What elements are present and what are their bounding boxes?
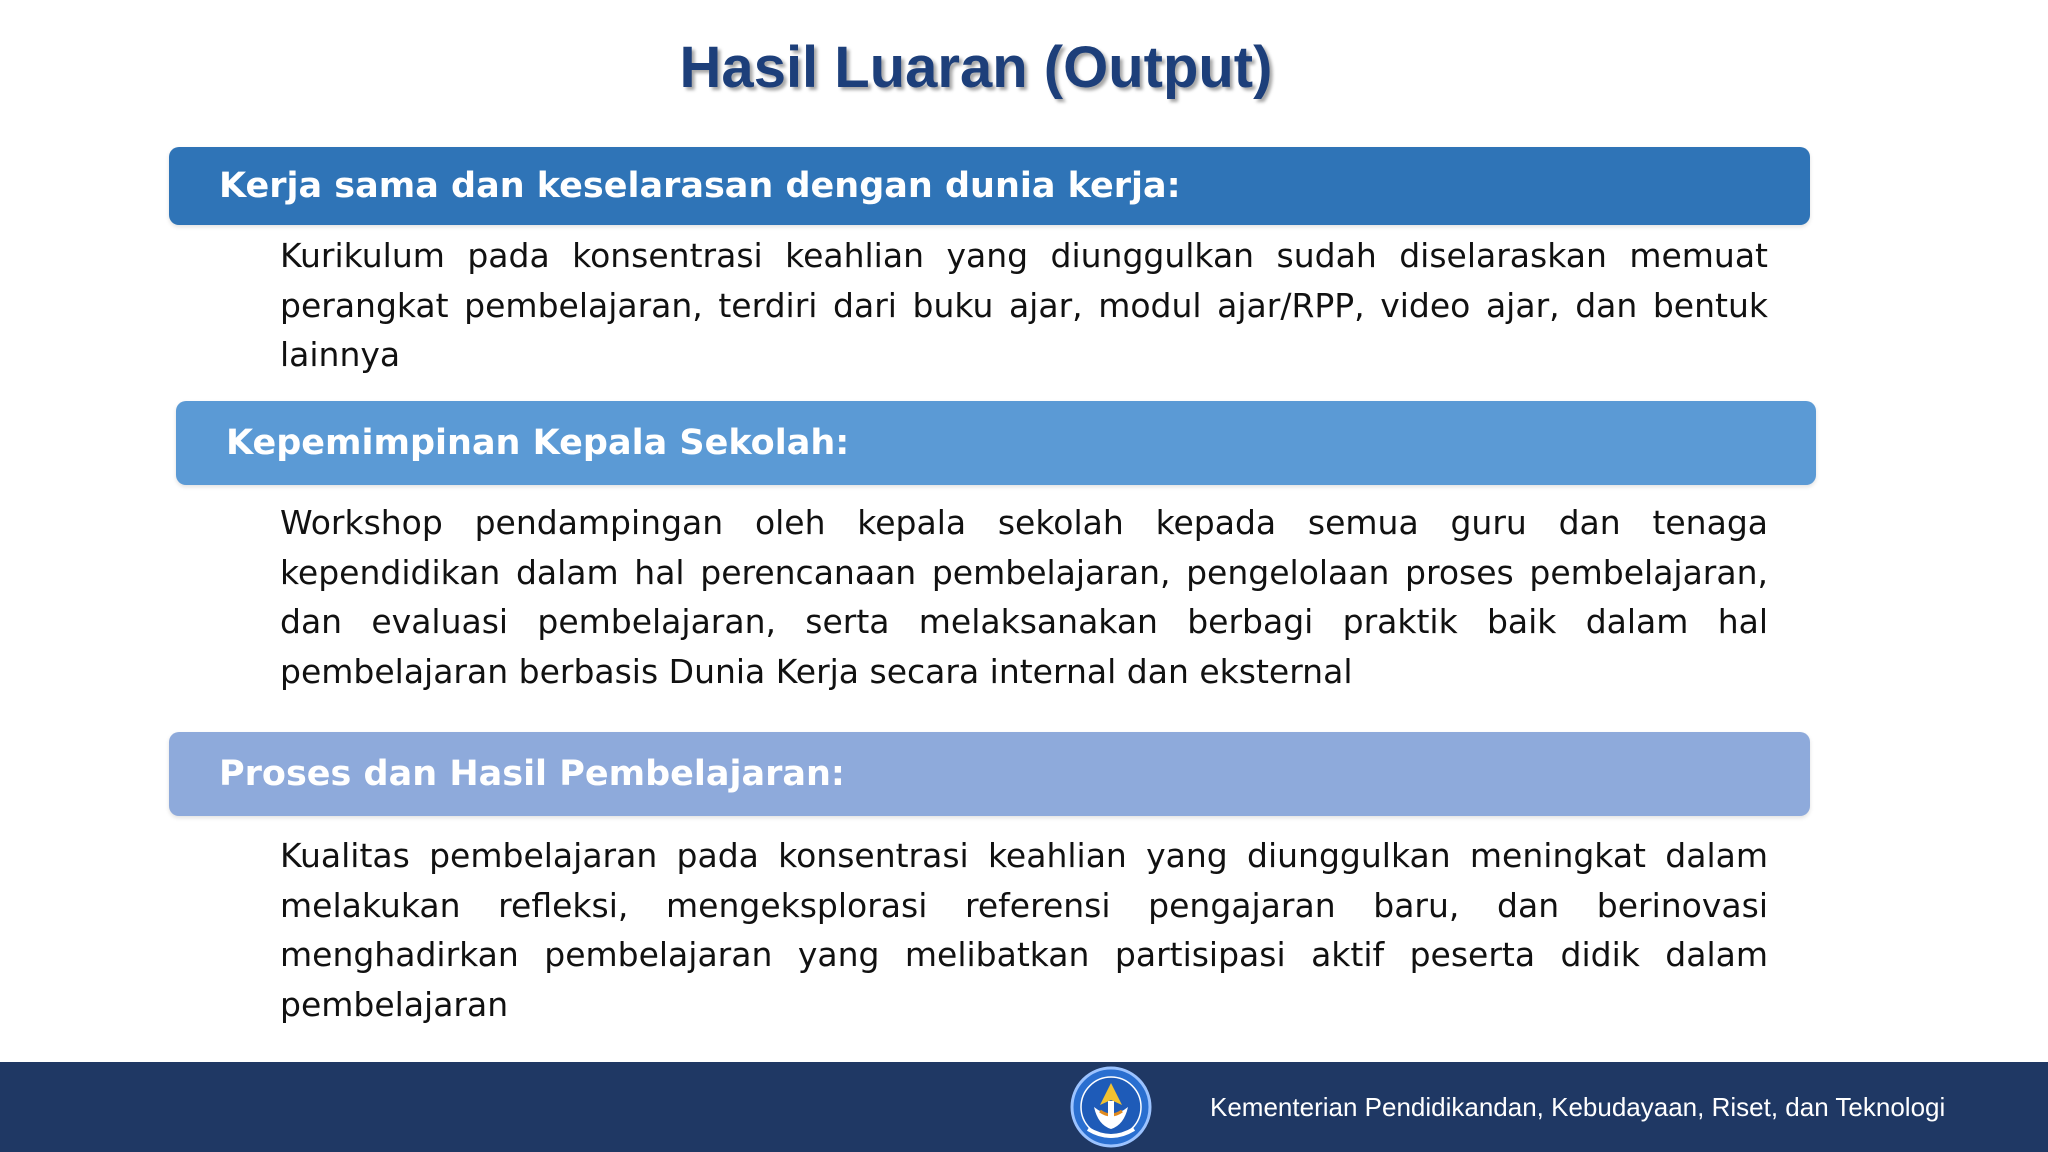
footer-bar xyxy=(0,1062,2048,1152)
section-heading-kerja-sama: Kerja sama dan keselarasan dengan dunia kerja: xyxy=(169,147,1810,225)
tut-wuri-handayani-logo-icon xyxy=(1070,1065,1152,1149)
section-body-proses-hasil: Kualitas pembelajaran pada konsentrasi keahlian yang diunggulkan meningkat dalam melakukan refleksi, mengeksplorasi referensi pengajaran baru, dan berinovasi menghadirkan pembelajaran yang melibatkan partisipasi aktif peserta didik dalam pembelajaran xyxy=(280,836,1768,1024)
footer-organization-name: Kementerian Pendidikandan, Kebudayaan, Riset, dan Teknologi xyxy=(1210,1092,1946,1122)
section-heading-proses-hasil: Proses dan Hasil Pembelajaran: xyxy=(169,732,1810,816)
section-body-kerja-sama: Kurikulum pada konsentrasi keahlian yang diunggulkan sudah diselaraskan memuat perangkat pembelajaran, terdiri dari buku ajar, modul ajar/RPP, video ajar, dan bentuk lainnya xyxy=(280,236,1768,374)
slide-title: Hasil Luaran (Output) xyxy=(679,35,1273,100)
section-body-kepemimpinan: Workshop pendampingan oleh kepala sekolah kepada semua guru dan tenaga kependidikan dalam hal perencanaan pembelajaran, pengelolaan proses pembelajaran, dan evaluasi pembelajaran, serta melaksanakan berbagi praktik baik dalam hal pembelajaran berbasis Dunia Kerja secara internal dan eksternal xyxy=(280,503,1768,691)
section-heading-kepemimpinan: Kepemimpinan Kepala Sekolah: xyxy=(176,401,1816,485)
